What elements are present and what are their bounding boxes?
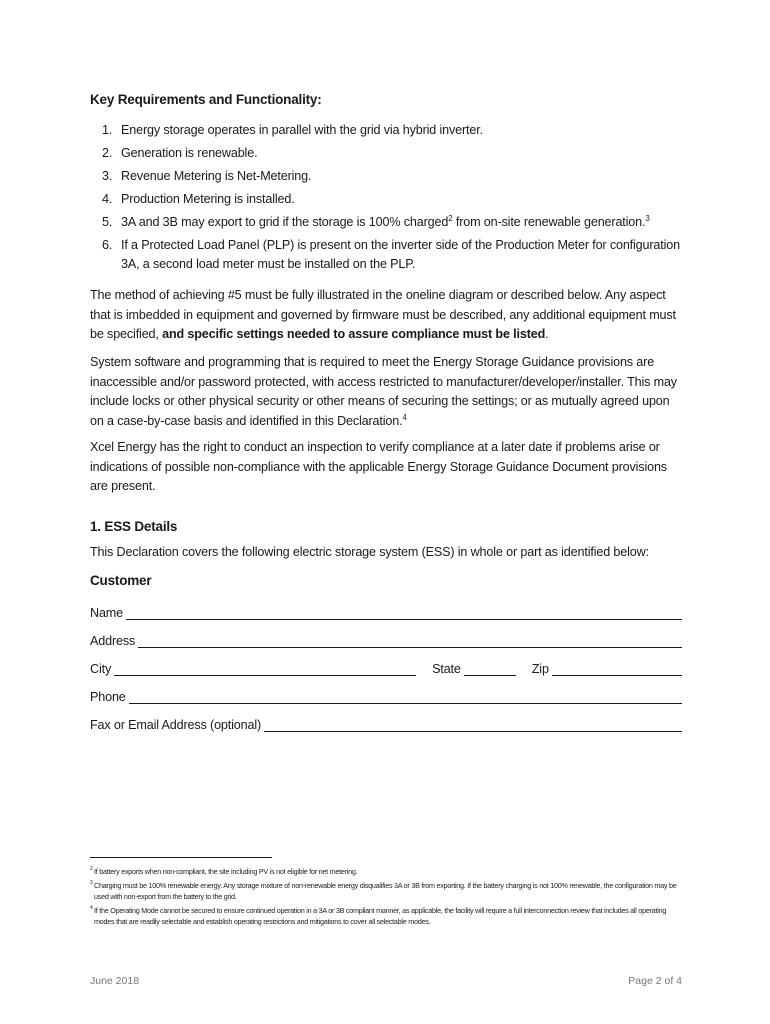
footnotes: [90, 866, 682, 930]
customer-subtitle: Customer: [90, 573, 152, 588]
address-label: Address: [90, 634, 136, 648]
name-input-line[interactable]: [126, 605, 682, 620]
list-item: [90, 167, 682, 186]
list-item: [90, 190, 682, 209]
address-field-row: [90, 628, 682, 648]
city-state-zip-row: [90, 656, 682, 676]
list-item-text: If a Protected Load Panel (PLP) is present on the inverter side of the Production Meter for configuration 3A, a second load meter must be installed on the PLP.: [121, 238, 680, 271]
state-label: State: [432, 662, 461, 676]
inspection-paragraph: Xcel Energy has the right to conduct an inspection to verify compliance at a later date if problems arise or indications of possible non-compliance with the applicable Energy Storage Guidance Document provisions are present.: [90, 440, 667, 493]
requirements-heading: Key Requirements and Functionality:: [90, 92, 322, 107]
fax-email-label: Fax or Email Address (optional): [90, 718, 262, 732]
requirements-list: [90, 121, 682, 278]
paragraph-text: System software and programming that is required to meet the Energy Storage Guidance provisions are inaccessible and/or password protected, with access restricted to manufacturer/developer/installer. This may include locks or other physical security or other means of securing the settings; or as mutually agreed upon on a case-by-case basis and identified in this Declaration.: [90, 355, 677, 428]
phone-label: Phone: [90, 690, 126, 704]
footer-page-number: Page 2 of 4: [628, 975, 682, 987]
footnote-number: 3: [90, 880, 93, 886]
software-paragraph: [90, 353, 682, 431]
phone-field-row: [90, 684, 682, 704]
footnote-ref: 3: [645, 213, 650, 223]
footer-date: June 2018: [90, 975, 140, 987]
list-item-number: 2.: [102, 146, 113, 160]
zip-input-line[interactable]: [552, 661, 682, 676]
address-input-line[interactable]: [138, 633, 682, 648]
section-title: 1. ESS Details: [90, 519, 178, 534]
phone-input-line[interactable]: [129, 689, 682, 704]
list-item-text: 3A and 3B may export to grid if the storage is 100% charged: [121, 215, 449, 229]
footnote: [90, 866, 682, 877]
zip-label: Zip: [531, 662, 549, 676]
list-item: [90, 121, 682, 140]
list-item: [90, 213, 682, 232]
list-item-number: 4.: [102, 192, 113, 206]
footnote-ref: 2: [448, 213, 453, 223]
list-item-number: 6.: [102, 238, 113, 252]
list-item: [90, 144, 682, 163]
list-item-text: from on-site renewable generation.: [452, 215, 646, 229]
footnote-text: If battery exports when non-compliant, the site including PV is not eligible for net metering.: [94, 867, 358, 876]
footnote: [90, 905, 682, 927]
fax-email-field-row: [90, 712, 682, 732]
method-paragraph: [90, 286, 682, 345]
paragraph-text: The method of achieving #5 must be fully illustrated in the oneline diagram or described below. Any aspect that is imbedded in equipment and governed by firmware must be described, any additional equipment must be specified,: [90, 288, 676, 341]
name-field-row: [90, 600, 682, 620]
list-item-number: 3.: [102, 169, 113, 183]
footnote-divider: [90, 857, 272, 858]
footnote-text: Charging must be 100% renewable energy. Any storage mixture of non-renewable energy disqualifies 3A or 3B from exporting. If the battery charging is not 100% renewable, the configuration may be used with non-export from the battery to the grid.: [94, 881, 677, 901]
list-item-number: 5.: [102, 215, 113, 229]
footnote: [90, 880, 682, 902]
list-item-text: Energy storage operates in parallel with the grid via hybrid inverter.: [121, 123, 483, 137]
paragraph-bold-text: and specific settings needed to assure compliance must be listed: [162, 327, 546, 341]
list-item-number: 1.: [102, 123, 113, 137]
list-item-text: Production Metering is installed.: [121, 192, 295, 206]
city-label: City: [90, 662, 112, 676]
name-label: Name: [90, 606, 123, 620]
footnote-ref: 4: [402, 412, 407, 422]
document-page: [90, 0, 682, 1024]
list-item-text: Revenue Metering is Net-Metering.: [121, 169, 312, 183]
state-input-line[interactable]: [464, 661, 516, 676]
section-intro: This Declaration covers the following electric storage system (ESS) in whole or part as identified below:: [90, 545, 649, 559]
footnote-text: If the Operating Mode cannot be secured to ensure continued operation in a 3A or 3B compliant manner, as applicable, the facility will require a full interconnection review that includes all operating modes that are readily selectable and establish operating restrictions and mitigations to cover all selectable modes.: [94, 906, 667, 926]
fax-email-input-line[interactable]: [264, 717, 682, 732]
footnote-number: 2: [90, 866, 93, 872]
footnote-number: 4: [90, 905, 93, 911]
list-item: [90, 236, 682, 274]
list-item-text: Generation is renewable.: [121, 146, 258, 160]
city-input-line[interactable]: [114, 661, 416, 676]
paragraph-end: .: [545, 327, 549, 341]
